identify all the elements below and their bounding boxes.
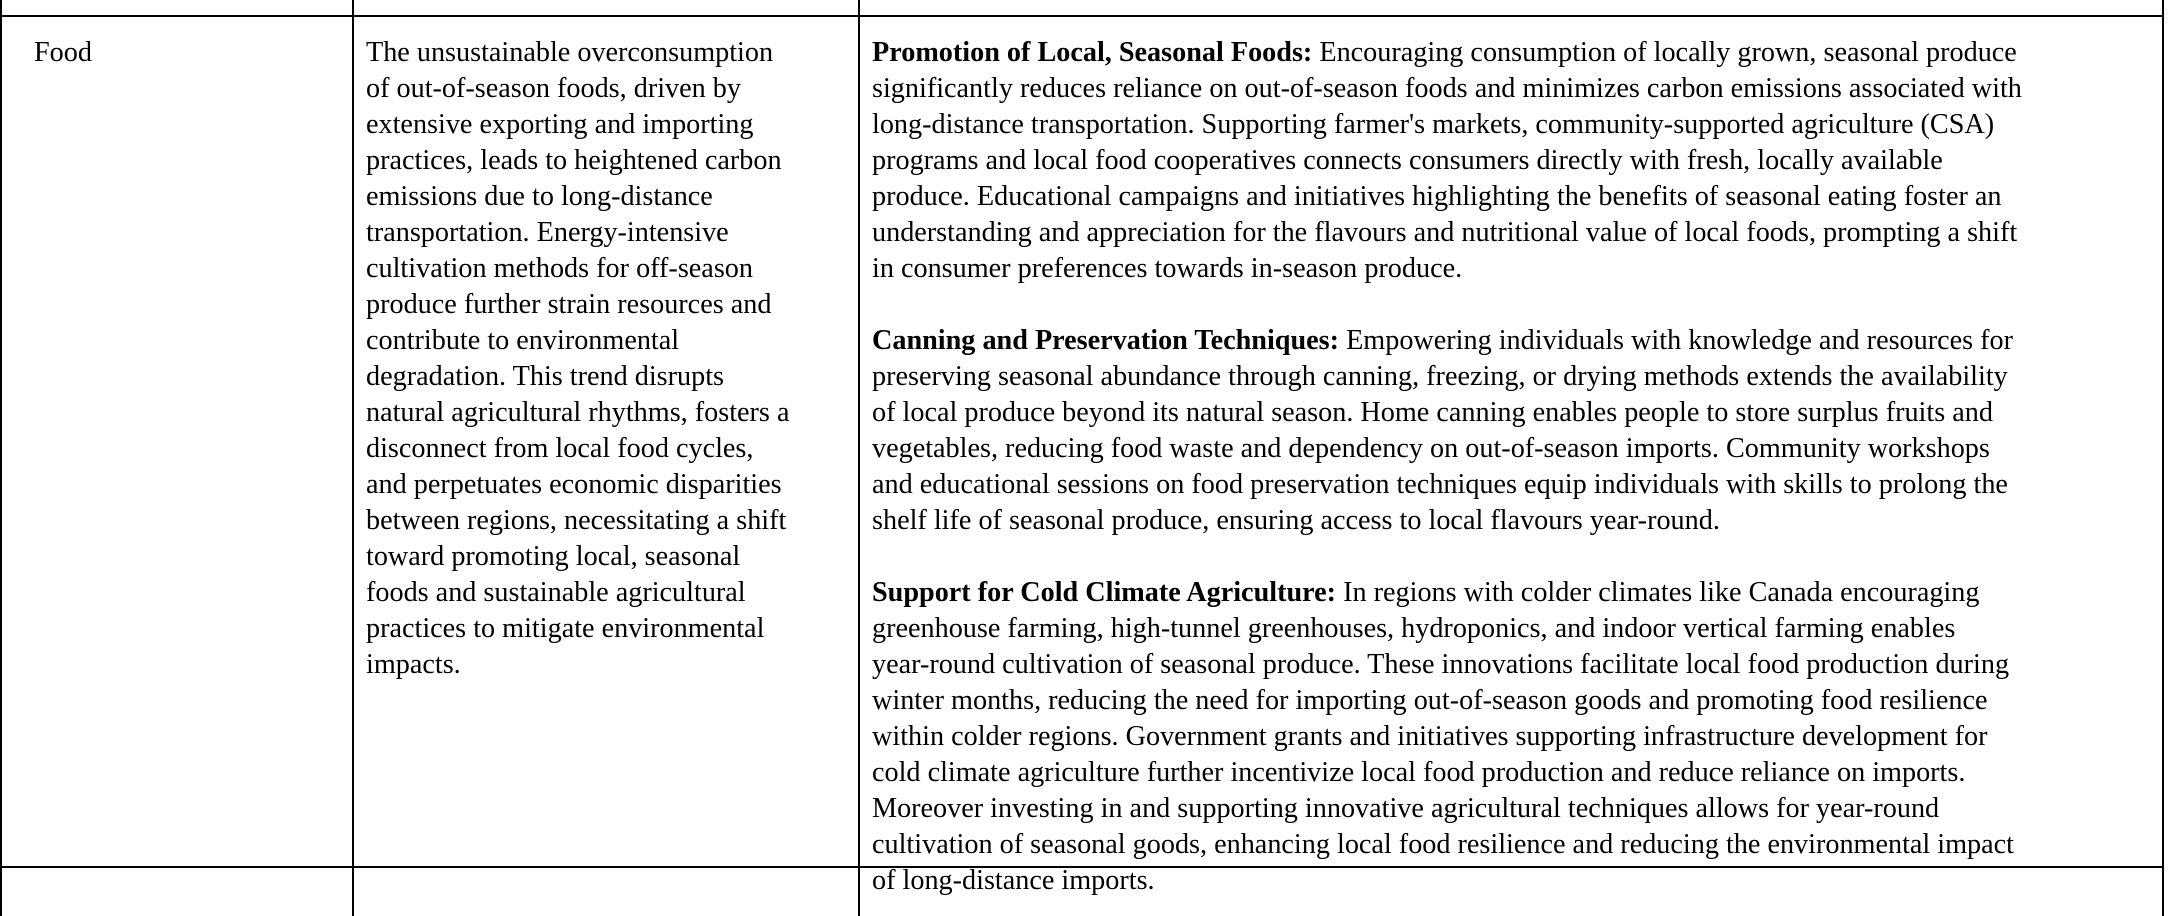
solution-heading: Promotion of Local, Seasonal Foods:: [872, 37, 1313, 68]
paragraph-gap: [872, 539, 2022, 575]
issue-line: practices to mitigate environmental: [366, 613, 765, 644]
solution-line: significantly reduces reliance on out-of-season foods and minimizes carbon emissions associated with: [872, 73, 2022, 104]
issue-line: foods and sustainable agricultural: [366, 577, 746, 608]
solution-line: in consumer preferences towards in-season produce.: [872, 253, 1463, 284]
issue-text: [366, 35, 789, 683]
solution-line: cold climate agriculture further incentivize local food production and reduce reliance on imports.: [872, 757, 1966, 788]
solution-heading: Canning and Preservation Techniques:: [872, 325, 1340, 356]
solution-paragraph: [872, 35, 2022, 287]
solution-line: year-round cultivation of seasonal produce. These innovations facilitate local food production during: [872, 649, 2010, 680]
solution-line: [872, 35, 2022, 71]
solution-line: and educational sessions on food preservation techniques equip individuals with skills to prolong the: [872, 469, 2008, 500]
solutions-cell: [872, 35, 2022, 899]
paragraph-gap: [872, 287, 2022, 323]
solution-line: long-distance transportation. Supporting farmer's markets, community-supported agriculture (CSA): [872, 109, 1995, 140]
solution-line: vegetables, reducing food waste and dependency on out-of-season imports. Community workshops: [872, 433, 1990, 464]
solution-line: Moreover investing in and supporting innovative agricultural techniques allows for year-round: [872, 793, 1940, 824]
table-border-right: [2162, 0, 2164, 916]
issue-cell: [366, 35, 789, 683]
issue-line: degradation. This trend disrupts: [366, 361, 725, 392]
solution-paragraph: [872, 323, 2022, 539]
solution-line: programs and local food cooperatives connects consumers directly with fresh, locally available: [872, 145, 1943, 176]
issue-line: emissions due to long-distance: [366, 181, 713, 212]
table-border-left: [0, 0, 2, 916]
solution-text: In regions with colder climates like Canada encouraging: [1336, 577, 1980, 608]
issue-line: disconnect from local food cycles,: [366, 433, 754, 464]
table-border-col1: [352, 0, 354, 916]
solution-paragraph: [872, 575, 2022, 899]
issue-line: produce further strain resources and: [366, 289, 772, 320]
solution-line: [872, 575, 2022, 611]
solutions-text: [872, 35, 2022, 899]
issue-line: natural agricultural rhythms, fosters a: [366, 397, 790, 428]
issue-line: between regions, necessitating a shift: [366, 505, 787, 536]
solution-line: produce. Educational campaigns and initiatives highlighting the benefits of seasonal eating foster an: [872, 181, 2002, 212]
issue-line: The unsustainable overconsumption: [366, 37, 774, 68]
issue-line: transportation. Energy-intensive: [366, 217, 729, 248]
solution-line: winter months, reducing the need for importing out-of-season goods and promoting food resilience: [872, 685, 1988, 716]
solution-line: shelf life of seasonal produce, ensuring access to local flavours year-round.: [872, 505, 1720, 536]
solution-text: Empowering individuals with knowledge and resources for: [1339, 325, 2014, 356]
issue-line: cultivation methods for off-season: [366, 253, 753, 284]
category-cell: [34, 35, 92, 71]
table-border-top: [0, 15, 2164, 17]
issue-line: toward promoting local, seasonal: [366, 541, 741, 572]
category-label: Food: [34, 37, 92, 68]
solution-line: cultivation of seasonal goods, enhancing local food resilience and reducing the environmental impact: [872, 829, 2015, 860]
issue-line: and perpetuates economic disparities: [366, 469, 782, 500]
solution-line: within colder regions. Government grants and initiatives supporting infrastructure development for: [872, 721, 1988, 752]
solution-text: Encouraging consumption of locally grown, seasonal produce: [1312, 37, 2017, 68]
solution-line: of long-distance imports.: [872, 865, 1155, 896]
solution-line: of local produce beyond its natural season. Home canning enables people to store surplus fruits and: [872, 397, 1993, 428]
table-border-col2: [858, 0, 860, 916]
solution-line: greenhouse farming, high-tunnel greenhouses, hydroponics, and indoor vertical farming enables: [872, 613, 1956, 644]
solution-line: understanding and appreciation for the flavours and nutritional value of local foods, prompting a shift: [872, 217, 2018, 248]
issue-line: impacts.: [366, 649, 461, 680]
issue-line: practices, leads to heightened carbon: [366, 145, 782, 176]
solution-line: preserving seasonal abundance through canning, freezing, or drying methods extends the availability: [872, 361, 2008, 392]
issue-line: contribute to environmental: [366, 325, 680, 356]
issue-line: of out-of-season foods, driven by: [366, 73, 741, 104]
solution-heading: Support for Cold Climate Agriculture:: [872, 577, 1337, 608]
solution-line: [872, 323, 2022, 359]
issue-line: extensive exporting and importing: [366, 109, 754, 140]
